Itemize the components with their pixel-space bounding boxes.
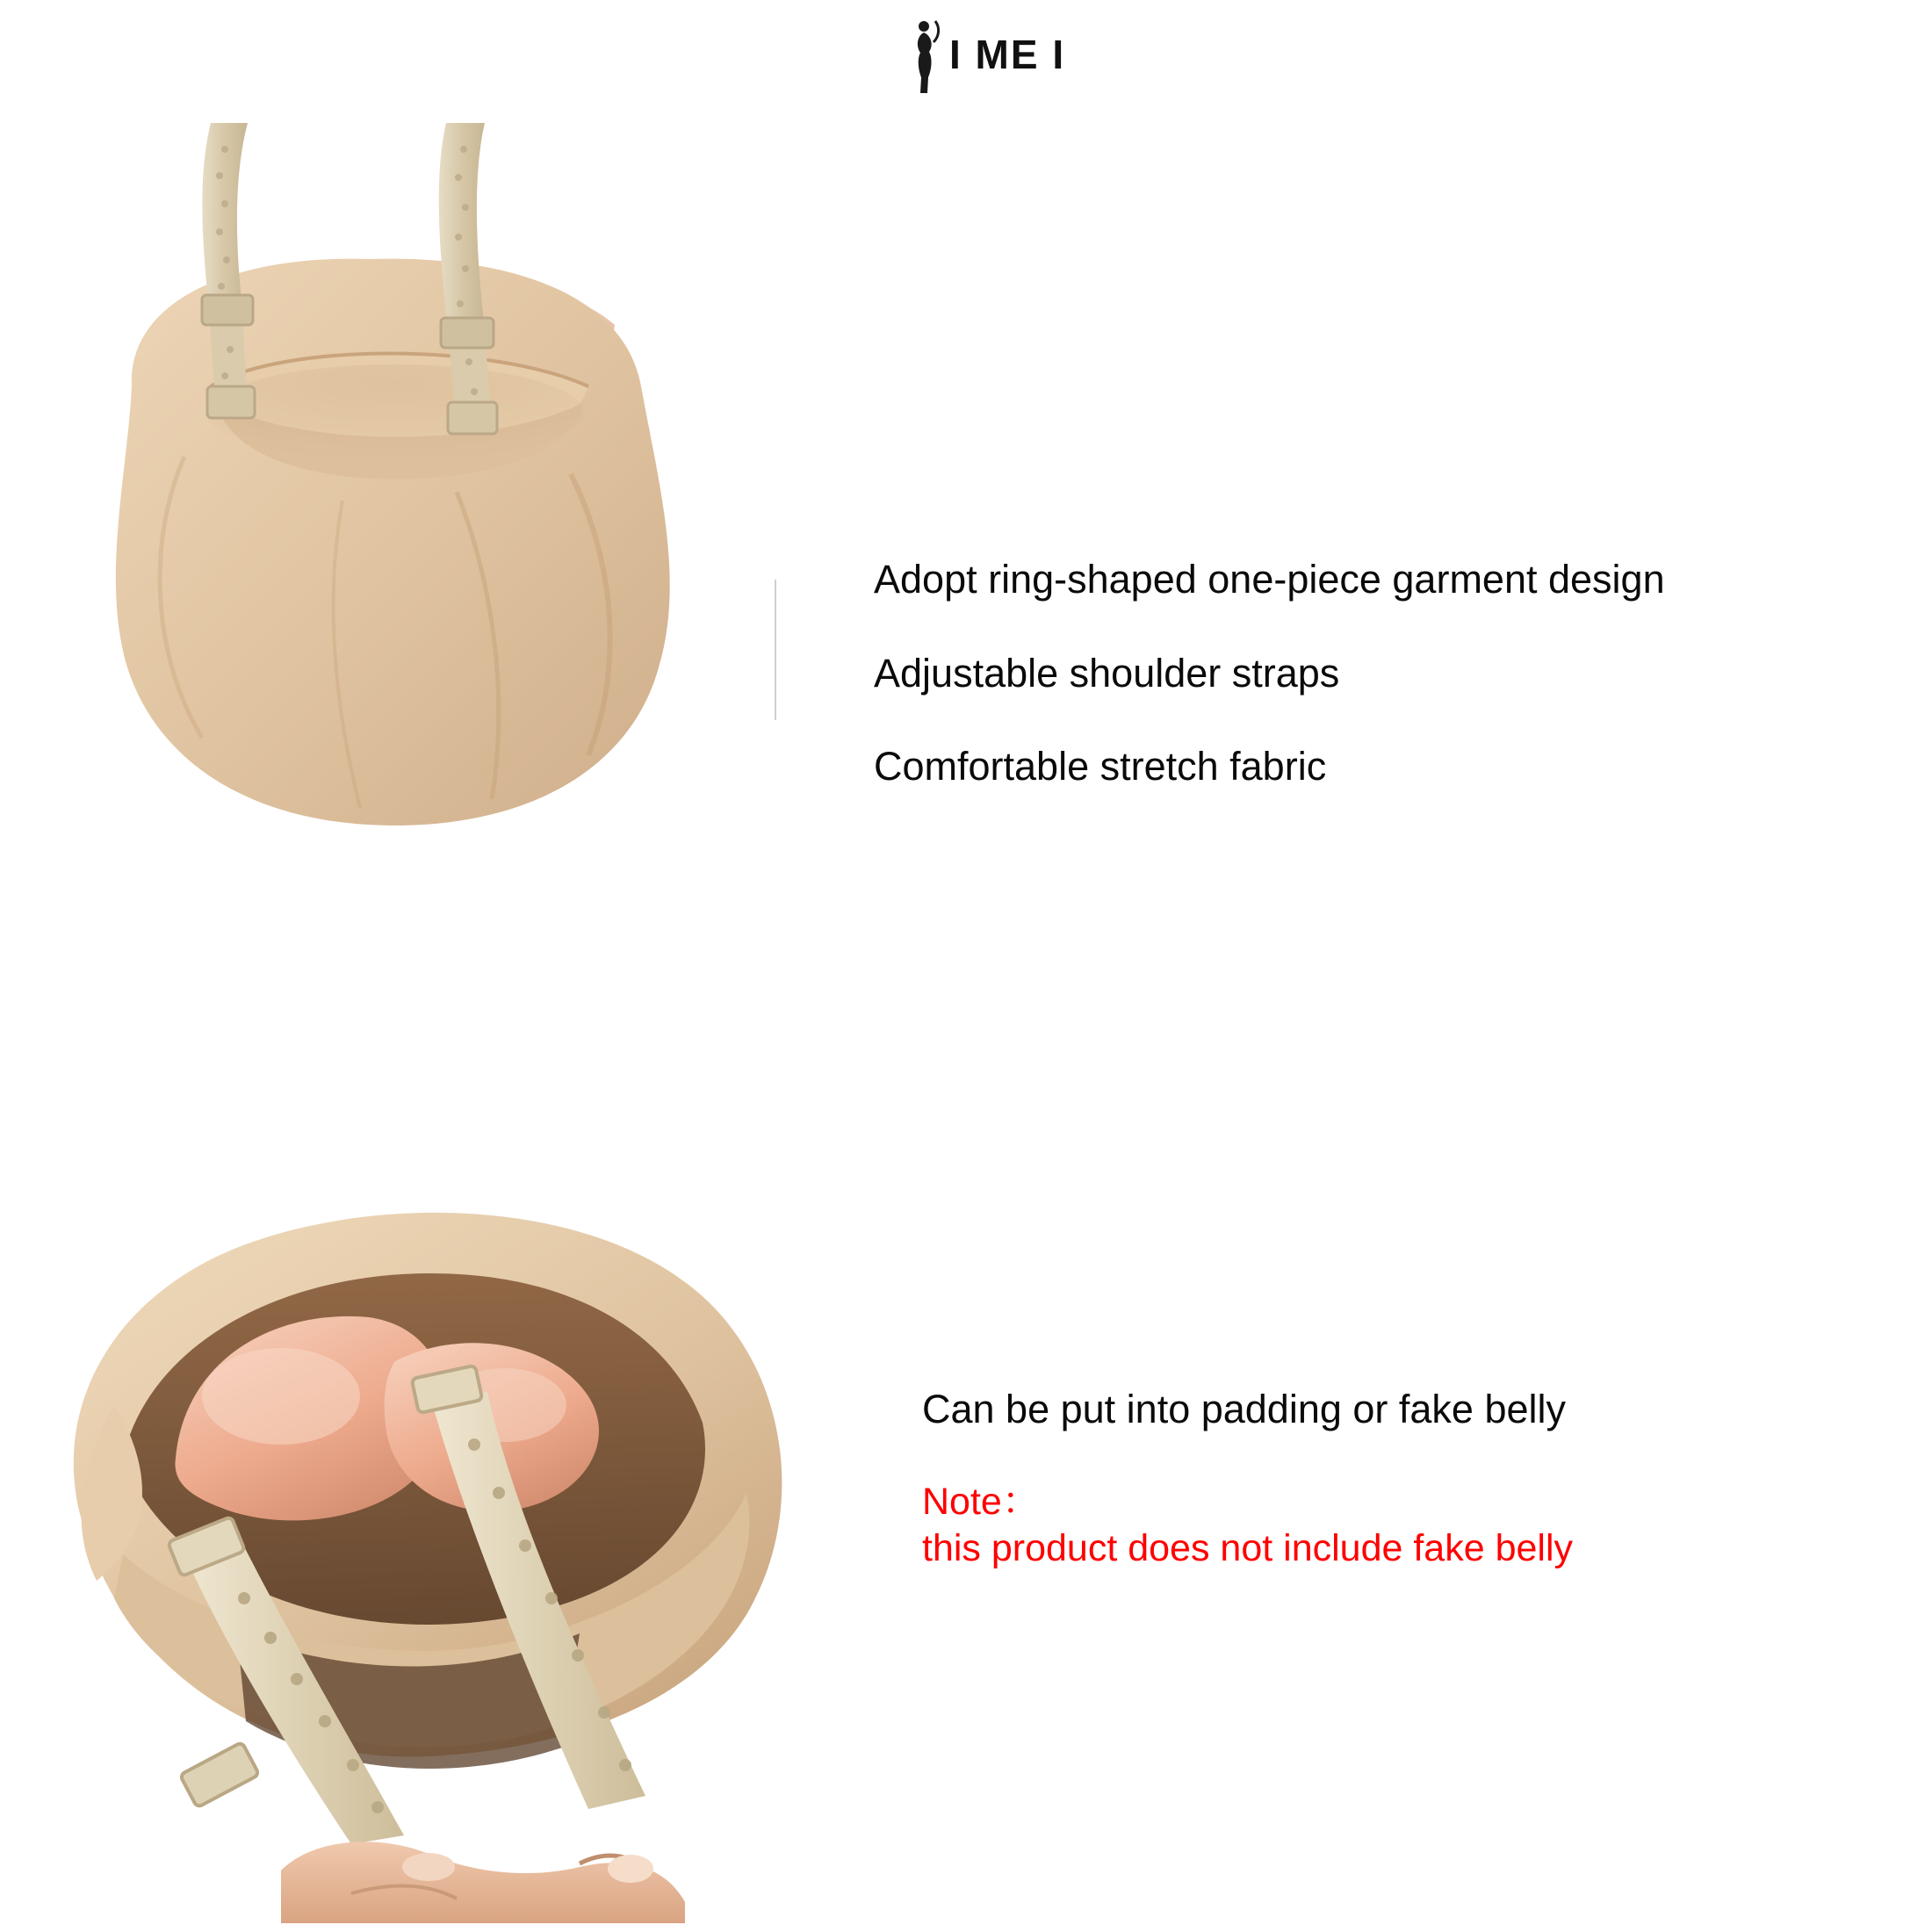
- bottom-main-line: Can be put into padding or fake belly: [922, 1387, 1567, 1431]
- feature-list: [874, 558, 1910, 839]
- brand-name: I ME I: [949, 32, 1066, 77]
- feature-item-1: Adopt ring-shaped one-piece garment design: [874, 557, 1665, 602]
- bottom-text-block: [922, 1388, 1906, 1573]
- divider: [775, 580, 776, 720]
- product-photo-inside-pocket-held-by-hand: [18, 1142, 905, 1923]
- product-photo-front-with-straps: [79, 123, 773, 992]
- note-label: Note：: [922, 1480, 1040, 1523]
- woman-silhouette-icon: [909, 19, 944, 95]
- note-body: this product does not include fake belly: [922, 1527, 1574, 1570]
- feature-item-2: Adjustable shoulder straps: [874, 650, 1340, 696]
- feature-item-3: Comfortable stretch fabric: [874, 744, 1327, 789]
- brand-logo: [909, 18, 1065, 97]
